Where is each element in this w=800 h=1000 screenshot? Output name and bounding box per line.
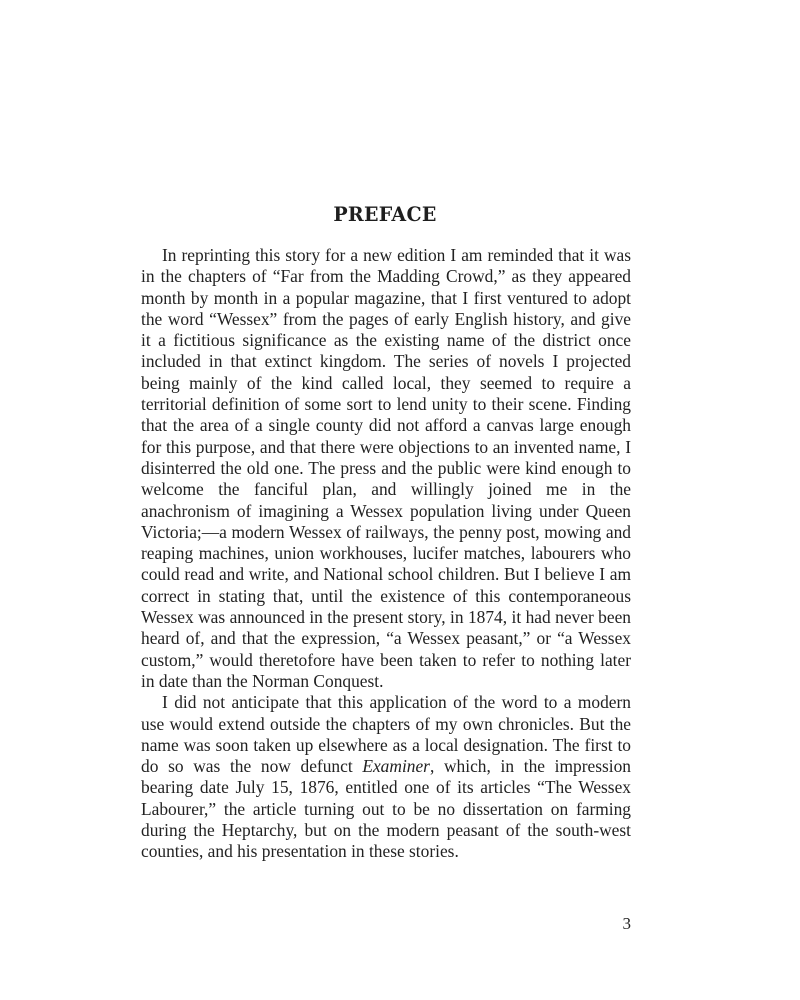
paragraph-2-text-start: I did not anticipate that this application of the word to a modern use would extend outside the chapters of my own chronicles. But the name was soon taken up elsewhere as a local designation. The first to do so was the now defunct [141,692,631,777]
paragraph-2-text-end: , which, in the impression bearing date July 15, 1876, entitled one of its articles “The Wessex Labourer,” the article turning out to be no dissertation on farming during the Heptarchy, but on the modern peasant of the south-west counties, and his presentation in these stories. [141,756,631,862]
page-title: PREFACE [333,202,437,226]
examiner-italic-title: Examiner [362,756,430,777]
preface-body [141,245,631,863]
paragraph-1: In reprinting this story for a new edition I am reminded that it was in the chapters of “Far from the Madding Crowd,” as they appeared month by month in a popular magazine, that I first ventured to adopt the word “Wessex” from the pages of early English history, and give it a fictitious significance as the existing name of the district once included in that extinct kingdom. The series of novels I projected being mainly of the kind called local, they seemed to require a territorial definition of some sort to lend unity to their scene. Finding that the area of a single county did not afford a canvas large enough for this purpose, and that there were objections to an invented name, I disinterred the old one. The press and the public were kind enough to welcome the fanciful plan, and willingly joined me in the anachronism of imagining a Wessex population living under Queen Victoria;—a modern Wessex of railways, the penny post, mowing and reaping machines, union workhouses, lucifer matches, labourers who could read and write, and National school children. But I believe I am correct in stating that, until the existence of this contemporaneous Wessex was announced in the present story, in 1874, it had never been heard of, and that the expression, “a Wessex peasant,” or “a Wessex custom,” would theretofore have been taken to refer to nothing later in date than the Norman Conquest. [141,245,631,691]
page-number: 3 [622,914,631,933]
paragraph-2 [141,692,631,862]
